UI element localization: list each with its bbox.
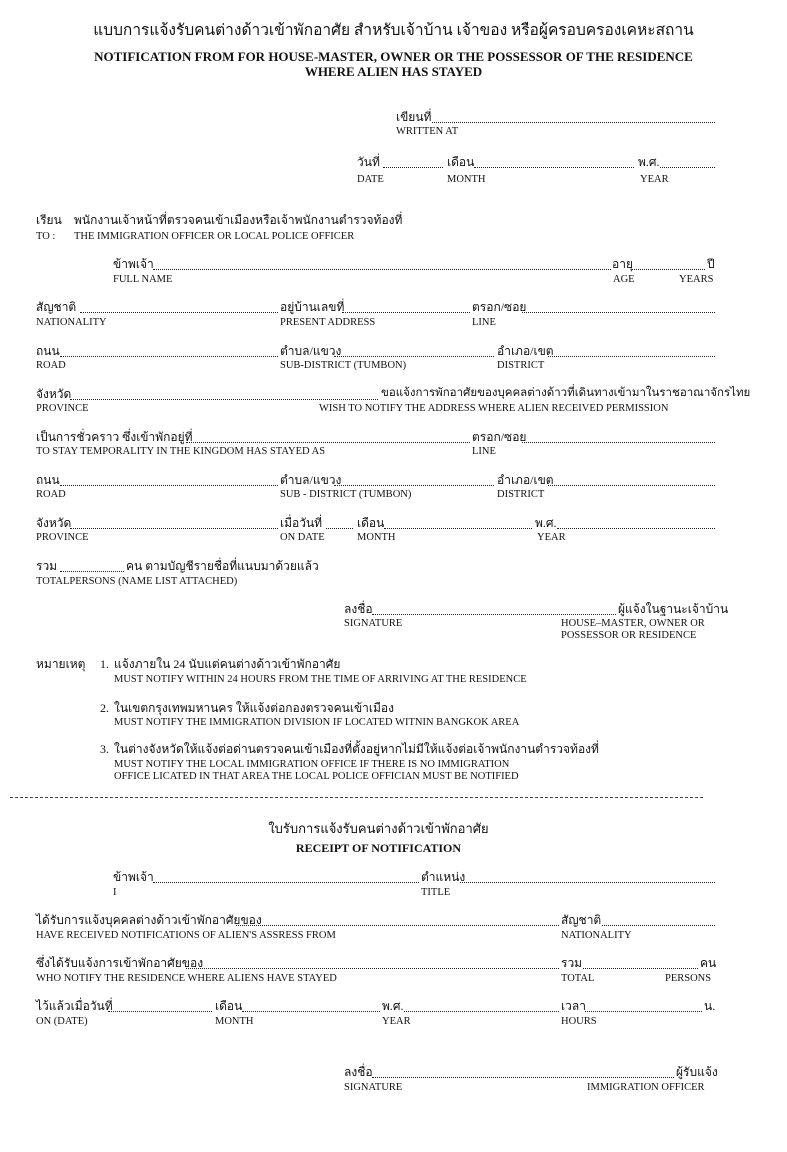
- signature-label-en: SIGNATURE: [344, 618, 403, 629]
- receipt-n-label-th: น.: [704, 999, 716, 1013]
- subdistrict2-field[interactable]: [334, 485, 494, 486]
- district-label-en: DISTRICT: [497, 360, 545, 371]
- signature-role-en-line1: HOUSE–MASTER, OWNER OR: [561, 618, 705, 629]
- month2-field[interactable]: [384, 528, 532, 529]
- receipt-time-field[interactable]: [585, 1011, 702, 1012]
- total-persons-field[interactable]: [60, 571, 124, 572]
- district-label-th: อำเภอ/เขต: [497, 344, 554, 358]
- stay-label-th: เป็นการชั่วคราว ซึ่งเข้าพักอยู่ที่: [36, 430, 193, 444]
- on-date-label-th: เมื่อวันที่: [280, 516, 323, 530]
- signature-role-en-line2: POSSESSOR OR RESIDENCE: [561, 630, 697, 641]
- receipt-officer-title-field[interactable]: [460, 882, 715, 883]
- receipt-nationality-field[interactable]: [602, 925, 715, 926]
- age-label-en: AGE: [613, 274, 635, 285]
- years-label-en: YEARS: [679, 274, 714, 285]
- receipt-title-th: ใบรับการแจ้งรับคนต่างด้าวเข้าพักอาศัย: [268, 821, 489, 836]
- year2-label-en: YEAR: [537, 532, 566, 543]
- line-label-th: ตรอก/ซอย: [472, 300, 527, 314]
- address-label-th: อยู่บ้านเลขที่: [280, 300, 345, 314]
- date-label-th: วันที่: [357, 155, 380, 169]
- road-label-en: ROAD: [36, 360, 66, 371]
- written-at-label-th: เขียนที่: [396, 110, 432, 124]
- signature-role-th: ผู้แจ้งในฐานะเจ้าบ้าน: [618, 602, 729, 616]
- signature-field[interactable]: [372, 614, 616, 615]
- province-field[interactable]: [70, 399, 378, 400]
- signature-label-th: ลงชื่อ: [344, 602, 373, 616]
- province-label-th: จังหวัด: [36, 387, 72, 401]
- receipt-i-label-en: I: [113, 887, 117, 898]
- district-field[interactable]: [548, 356, 715, 357]
- receipt-persons-label-en: PERSONS: [665, 973, 712, 984]
- nationality-field[interactable]: [80, 312, 278, 313]
- receipt-who-notify-field[interactable]: [186, 968, 559, 969]
- to-text-th: พนักงานเจ้าหน้าที่ตรวจคนเข้าเมืองหรือเจ้าพนักงานตำรวจท้องที่: [74, 213, 403, 227]
- address-field[interactable]: [342, 312, 470, 313]
- wish-notify-text-en: WISH TO NOTIFY THE ADDRESS WHERE ALIEN RECEIVED PERMISSION: [319, 403, 669, 414]
- remark-1-number: 1.: [100, 657, 109, 671]
- to-label-th: เรียน: [36, 213, 62, 227]
- remark-3-text-th: ในต่างจังหวัดให้แจ้งต่อด่านตรวจคนเข้าเมืองที่ตั้งอยู่หากไม่มีให้แจ้งต่อเจ้าพนักงานตำรวจท้องที่: [114, 742, 599, 756]
- age-field[interactable]: [632, 269, 705, 270]
- province-label-en: PROVINCE: [36, 403, 89, 414]
- district2-label-en: DISTRICT: [497, 489, 545, 500]
- stay-line-label-en: LINE: [472, 446, 496, 457]
- nationality-label-en: NATIONALITY: [36, 317, 107, 328]
- subdistrict2-label-en: SUB - DISTRICT (TUMBON): [280, 489, 412, 500]
- receipt-title-label-en: TITLE: [421, 887, 451, 898]
- subdistrict-field[interactable]: [334, 356, 494, 357]
- receipt-received-label-th: ได้รับการแจ้งบุคคลต่างด้าวเข้าพักอาศัยของ: [36, 913, 262, 927]
- nationality-label-th: สัญชาติ: [36, 300, 77, 314]
- receipt-month-label-th: เดือน: [215, 999, 243, 1013]
- receipt-signature-field[interactable]: [372, 1077, 674, 1078]
- road2-label-th: ถนน: [36, 473, 60, 487]
- receipt-title-label-th: ตำแหน่ง: [421, 870, 466, 884]
- receipt-year-label-en: YEAR: [382, 1016, 411, 1027]
- receipt-time-label-th: เวลา: [561, 999, 586, 1013]
- year2-label-th: พ.ศ.: [535, 516, 557, 530]
- remarks-label: หมายเหตุ: [36, 657, 86, 671]
- full-name-field[interactable]: [153, 269, 611, 270]
- subdistrict-label-en: SUB-DISTRICT (TUMBON): [280, 360, 407, 371]
- form-title-english-line1: NOTIFICATION FROM FOR HOUSE-MASTER, OWNER OR THE POSSESSOR OF THE RESIDENCE: [94, 49, 693, 64]
- province2-label-th: จังหวัด: [36, 516, 72, 530]
- stay-label-en: TO STAY TEMPORALITY IN THE KINGDOM HAS STAYED AS: [36, 446, 326, 457]
- receipt-i-label-th: ข้าพเจ้า: [113, 870, 154, 884]
- receipt-officer-label-en: IMMIGRATION OFFICER: [587, 1082, 705, 1093]
- full-name-label-en: FULL NAME: [113, 274, 173, 285]
- road2-field[interactable]: [60, 485, 278, 486]
- year-field[interactable]: [660, 167, 715, 168]
- full-name-label-th: ข้าพเจ้า: [113, 257, 154, 271]
- line-field[interactable]: [522, 312, 715, 313]
- total-text-th: คน ตามบัญชีรายชื่อที่แนบมาด้วยแล้ว: [126, 559, 319, 573]
- years-label-th: ปี: [707, 257, 715, 271]
- receipt-signature-label-en: SIGNATURE: [344, 1082, 403, 1093]
- on-date-field[interactable]: [326, 528, 353, 529]
- receipt-signature-label-th: ลงชื่อ: [344, 1065, 373, 1079]
- receipt-officer-label-th: ผู้รับแจ้ง: [676, 1065, 718, 1079]
- year-label-en: YEAR: [640, 174, 669, 185]
- receipt-received-label-en: HAVE RECEIVED NOTIFICATIONS OF ALIEN'S ASSRESS FROM: [36, 930, 336, 941]
- receipt-month-label-en: MONTH: [215, 1016, 254, 1027]
- receipt-received-from-field[interactable]: [236, 925, 559, 926]
- receipt-who-notify-label-th: ซึ่งได้รับแจ้งการเข้าพักอาศัยของ: [36, 956, 204, 970]
- receipt-on-date-label-th: ไว้แล้วเมื่อวันที่: [36, 999, 113, 1013]
- receipt-total-label-en: TOTAL: [561, 973, 595, 984]
- receipt-month-field[interactable]: [242, 1011, 380, 1012]
- remark-3-text-en-line1: MUST NOTIFY THE LOCAL IMMIGRATION OFFICE IF THERE IS NO IMMIGRATION: [114, 759, 510, 770]
- month-label-th: เดือน: [447, 155, 475, 169]
- road2-label-en: ROAD: [36, 489, 66, 500]
- receipt-on-date-label-en: ON (DATE): [36, 1016, 88, 1027]
- to-text-en: THE IMMIGRATION OFFICER OR LOCAL POLICE OFFICER: [74, 231, 355, 242]
- receipt-nationality-label-en: NATIONALITY: [561, 930, 632, 941]
- cut-line-divider: [10, 797, 703, 798]
- receipt-nationality-label-th: สัญชาติ: [561, 913, 602, 927]
- year2-field[interactable]: [557, 528, 715, 529]
- line-label-en: LINE: [472, 317, 496, 328]
- receipt-on-date-field[interactable]: [108, 1011, 212, 1012]
- total-label-th: รวม: [36, 559, 58, 573]
- year-label-th: พ.ศ.: [638, 155, 660, 169]
- receipt-total-field[interactable]: [583, 968, 698, 969]
- wish-notify-text-th: ขอแจ้งการพักอาศัยของบุคคลต่างด้าวที่เดินทางเข้ามาในราชอาณาจักรไทย: [381, 387, 751, 399]
- stay-line-field[interactable]: [522, 442, 715, 443]
- address-label-en: PRESENT ADDRESS: [280, 317, 376, 328]
- to-label-en: TO :: [36, 231, 56, 242]
- stay-address-field[interactable]: [186, 442, 470, 443]
- subdistrict-label-th: ตำบล/แขวง: [280, 344, 342, 358]
- receipt-total-label-th: รวม: [561, 956, 583, 970]
- month-label-en: MONTH: [447, 174, 486, 185]
- month2-label-th: เดือน: [357, 516, 385, 530]
- month2-label-en: MONTH: [357, 532, 396, 543]
- month-field[interactable]: [474, 167, 634, 168]
- total-label-en: TOTALPERSONS (NAME LIST ATTACHED): [36, 576, 238, 587]
- form-title-english-line2: WHERE ALIEN HAS STAYED: [304, 64, 483, 79]
- road-label-th: ถนน: [36, 344, 60, 358]
- remark-1-text-th: แจ้งภายใน 24 นับแต่คนต่างด้าวเข้าพักอาศัย: [114, 657, 341, 671]
- receipt-who-notify-label-en: WHO NOTIFY THE RESIDENCE WHERE ALIENS HAVE STAYED: [36, 973, 337, 984]
- receipt-year-field[interactable]: [404, 1011, 559, 1012]
- receipt-officer-name-field[interactable]: [153, 882, 419, 883]
- remark-2-text-en: MUST NOTIFY THE IMMIGRATION DIVISION IF LOCATED WITNIN BANGKOK AREA: [114, 717, 520, 728]
- remark-3-number: 3.: [100, 742, 109, 756]
- form-title-thai: แบบการแจ้งรับคนต่างด้าวเข้าพักอาศัย สำหรับเจ้าบ้าน เจ้าของ หรือผู้ครอบครองเคหะสถาน: [93, 22, 694, 39]
- remark-1-text-en: MUST NOTIFY WITHIN 24 HOURS FROM THE TIME OF ARRIVING AT THE RESIDENCE: [114, 674, 527, 685]
- on-date-label-en: ON DATE: [280, 532, 325, 543]
- stay-line-label-th: ตรอก/ซอย: [472, 430, 527, 444]
- district2-label-th: อำเภอ/เขต: [497, 473, 554, 487]
- receipt-persons-label-th: คน: [700, 956, 717, 970]
- subdistrict2-label-th: ตำบล/แขวง: [280, 473, 342, 487]
- remark-2-number: 2.: [100, 701, 109, 715]
- remark-3-text-en-line2: OFFICE LICATED IN THAT AREA THE LOCAL POLICE OFFICIAN MUST BE NOTIFIED: [114, 771, 519, 782]
- date-label-en: DATE: [357, 174, 384, 185]
- receipt-title-en: RECEIPT OF NOTIFICATION: [295, 841, 462, 855]
- receipt-year-label-th: พ.ศ.: [382, 999, 404, 1013]
- road-field[interactable]: [60, 356, 278, 357]
- written-at-label-en: WRITTEN AT: [396, 126, 459, 137]
- age-label-th: อายุ: [612, 257, 633, 271]
- written-at-field[interactable]: [432, 122, 715, 123]
- province2-label-en: PROVINCE: [36, 532, 89, 543]
- remark-2-text-th: ในเขตกรุงเทพมหานคร ให้แจ้งต่อกองตรวจคนเข้าเมือง: [114, 701, 394, 715]
- date-field[interactable]: [383, 167, 443, 168]
- district2-field[interactable]: [548, 485, 715, 486]
- province2-field[interactable]: [70, 528, 278, 529]
- receipt-hours-label-en: HOURS: [561, 1016, 597, 1027]
